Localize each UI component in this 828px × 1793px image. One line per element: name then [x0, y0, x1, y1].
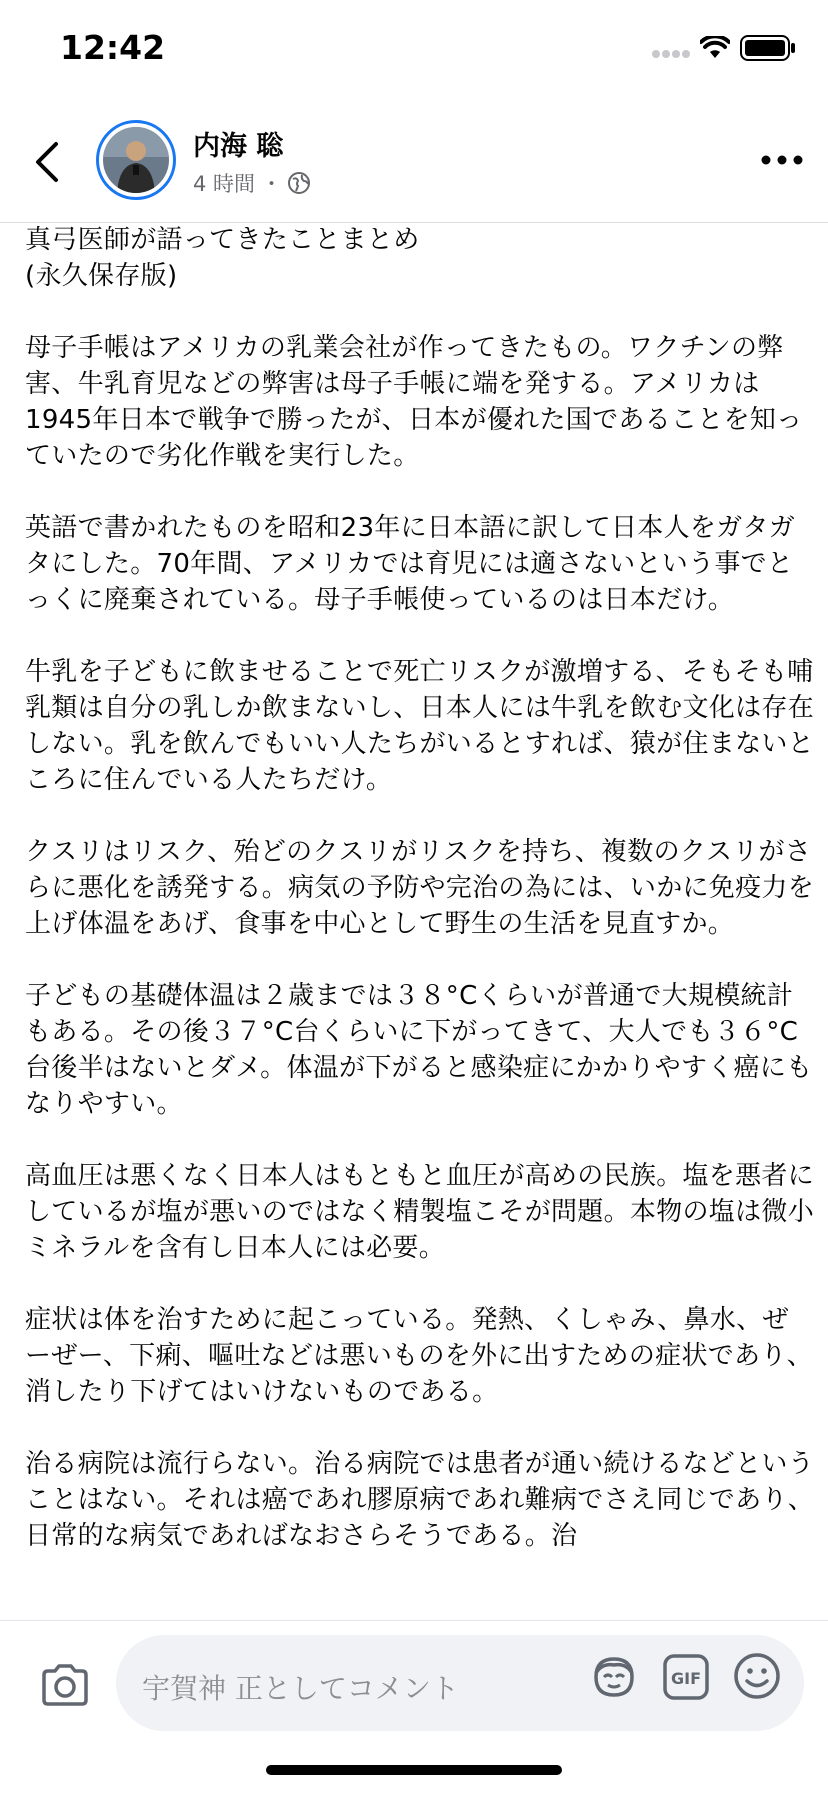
post-paragraph: 高血圧は悪くなく日本人はもともと血圧が高めの民族。塩を悪者にしているが塩が悪いのではなく精製塩こそが問題。本物の塩は微小ミネラルを含有し日本人には必要。: [25, 1161, 815, 1263]
avatar-photo: [103, 127, 169, 193]
avatar[interactable]: [96, 120, 176, 200]
post-paragraph: 症状は体を治すために起こっている。発熱、くしゃみ、鼻水、ぜーぜー、下痢、嘔吐などは悪いものを外に出すための症状であり、消したり下げてはいけないものである。: [25, 1305, 813, 1407]
cellular-signal-icon: [652, 49, 690, 59]
post-paragraph: クスリはリスク、殆どのクスリがリスクを持ち、複数のクスリがさらに悪化を誘発する。病気の予防や完治の為には、いかに免疫力を上げ体温をあげ、食事を中心として野生の生活を見直すか。: [25, 837, 815, 939]
more-icon[interactable]: [758, 148, 806, 172]
globe-icon: [288, 172, 310, 194]
post-paragraph: 治る病院は流行らない。治る病院では患者が通い続けるなどということはない。それは癌であれ膠原病であれ難病でさえ同じであり、日常的な病気であればなおさらそうである。治: [25, 1449, 815, 1551]
post-paragraph: 子どもの基礎体温は２歳までは３８°Cくらいが普通で大規模統計もある。その後３７°C台くらいに下がってきて、大人でも３６°C台後半はないとダメ。体温が下がると感染症にかかりやすく癌にもなりやすい。: [25, 981, 813, 1119]
post-paragraph: 牛乳を子どもに飲ませることで死亡リスクが激増する、そもそも哺乳類は自分の乳しか飲まないし、日本人には牛乳を飲む文化は存在しない。乳を飲んでもいい人たちがいるとすれば、猿が住まないところに住んでいる人たちだけ。: [25, 657, 815, 795]
author-name[interactable]: 内海 聡: [193, 131, 284, 162]
post-meta: [193, 168, 310, 198]
post-paragraph: 母子手帳はアメリカの乳業会社が作ってきたもの。ワクチンの弊害、牛乳育児などの弊害は母子手帳に端を発する。アメリカは1945年日本で戦争で勝ったが、日本が優れた国であることを知っていたので劣化作戦を実行した。: [25, 333, 803, 471]
post-title-line: (永久保存版): [25, 261, 178, 291]
emoji-icon[interactable]: [732, 1651, 782, 1701]
avatar-sticker-icon[interactable]: [588, 1651, 640, 1703]
wifi-icon: [700, 36, 730, 60]
post-title: [25, 222, 815, 294]
comment-placeholder[interactable]: 宇賀神 正としてコメント: [142, 1672, 459, 1705]
post-header: [0, 100, 828, 223]
battery-icon: [740, 35, 796, 61]
back-chevron-icon[interactable]: [28, 138, 68, 186]
post-paragraph: 英語で書かれたものを昭和23年に日本語に訳して日本人をガタガタにした。70年間、アメリカでは育児には適さないという事でとっくに廃棄されている。母子手帳使っているのは日本だけ。: [25, 513, 796, 615]
post-title-line: 真弓医師が語ってきたことまとめ: [25, 225, 420, 255]
post-time[interactable]: 4 時間: [193, 172, 256, 196]
meta-separator: ・: [261, 172, 283, 196]
camera-icon[interactable]: [40, 1663, 90, 1707]
home-indicator[interactable]: [266, 1765, 562, 1775]
status-bar: [0, 0, 828, 100]
post-body: [25, 222, 815, 1620]
comment-bar: [0, 1620, 828, 1793]
status-time: 12:42: [60, 28, 166, 67]
gif-icon[interactable]: [662, 1653, 710, 1701]
svg-text:GIF: GIF: [670, 1669, 702, 1688]
